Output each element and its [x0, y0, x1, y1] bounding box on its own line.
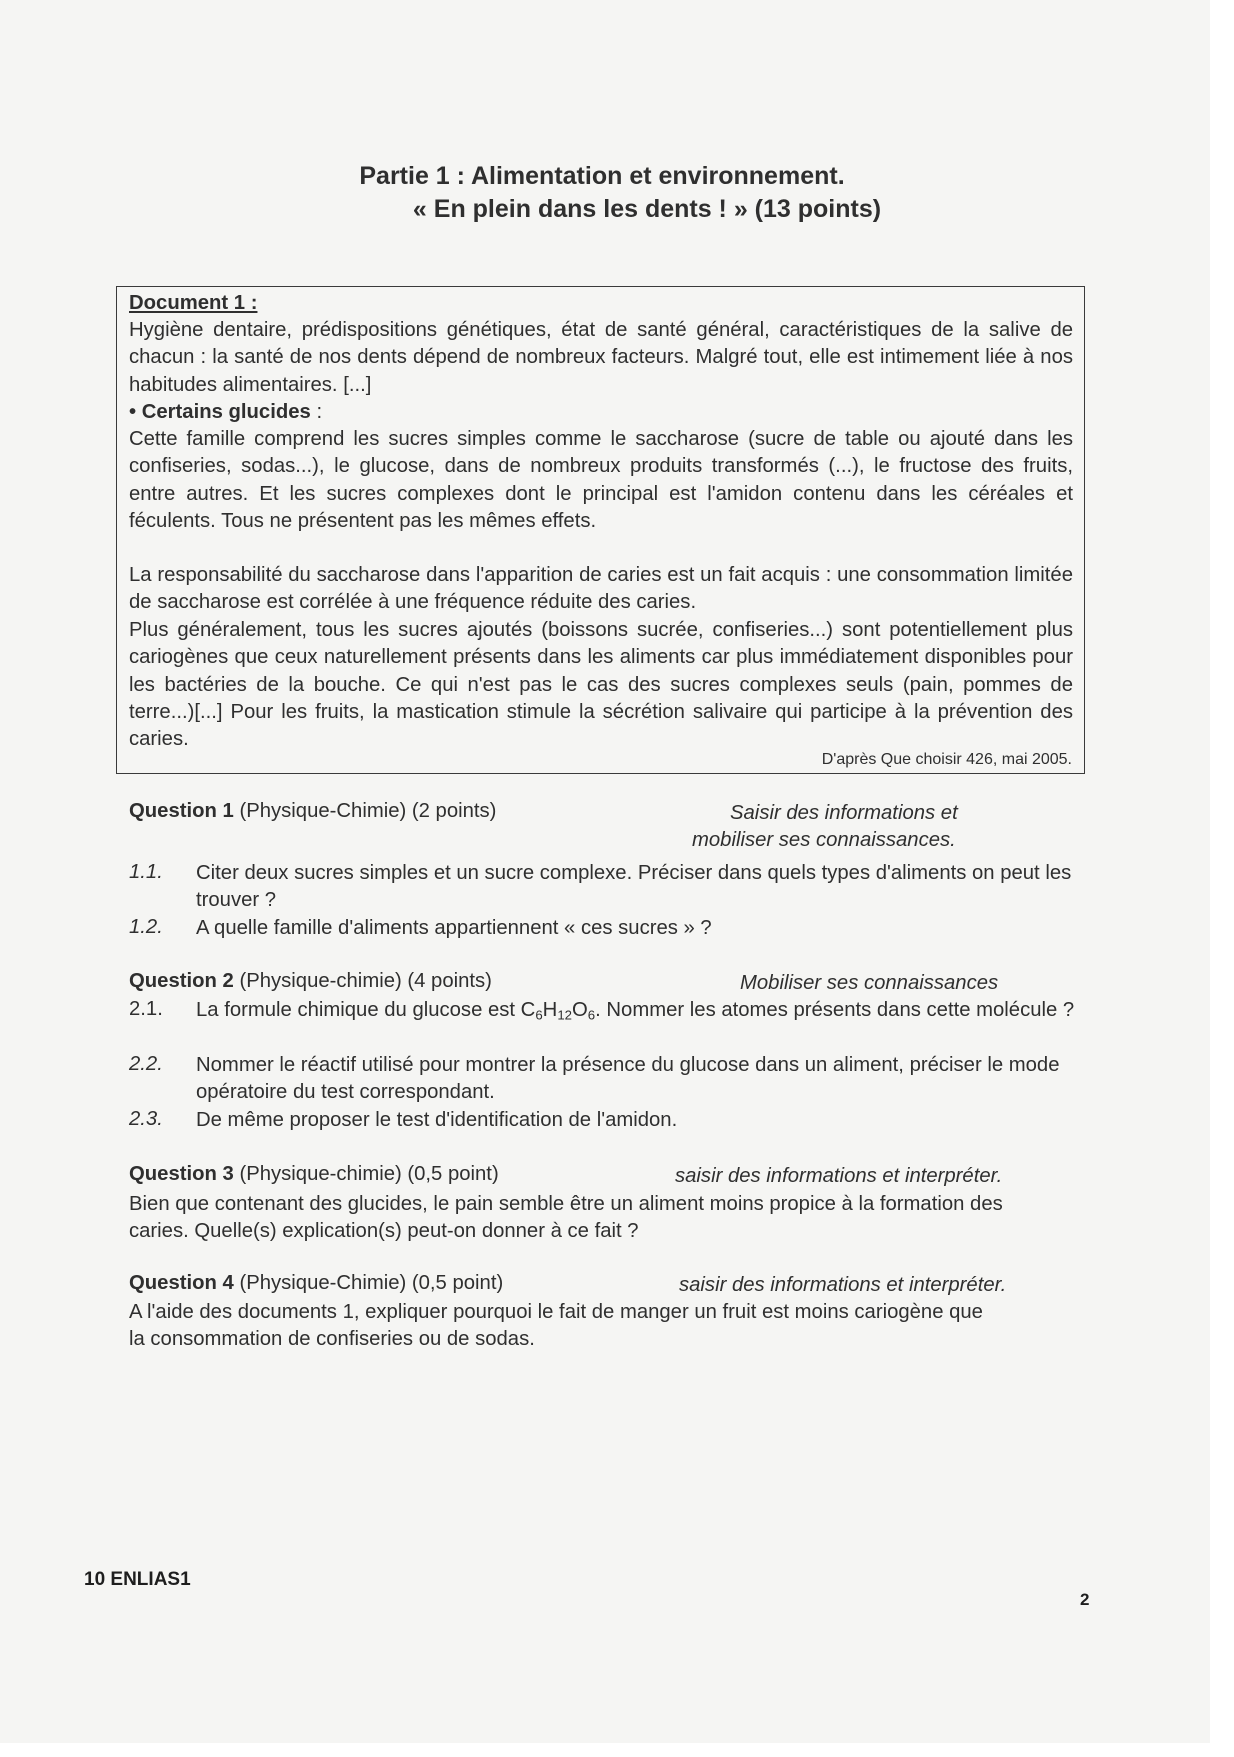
part-subtitle: « En plein dans les dents ! » (13 points): [412, 195, 882, 223]
question-1-meta: (Physique-Chimie) (2 points): [233, 800, 497, 822]
formula-text: O: [572, 999, 588, 1021]
formula-subscript: 6: [535, 1007, 543, 1023]
question-4-heading: [129, 1272, 503, 1295]
document-1-paragraph: La responsabilité du saccharose dans l'apparition de caries est un fait acquis : une consommation limitée de saccharose est corrélée à une fréquence réduite des caries.: [129, 564, 1073, 614]
question-4-skill: saisir des informations et interpréter.: [679, 1274, 1007, 1296]
bullet-label: • Certains glucides: [129, 401, 311, 423]
question-4-body: A l'aide des documents 1, expliquer pourquoi le fait de manger un fruit est moins cariogène que la consommation de confiseries ou de sodas.: [129, 1301, 983, 1350]
question-3-heading: [129, 1163, 499, 1186]
formula-subscript: 6: [587, 1007, 596, 1023]
document-1-paragraph: Plus généralement, tous les sucres ajoutés (boissons sucrée, confiseries...) sont potentiellement plus cariogènes que ceux naturellement présents dans les aliments car plus immédiatement disponibles pour les bactéries de la bouche. Ce qui n'est pas le cas des sucres complexes seuls (pain, pommes de terre...)[...] Pour les fruits, la mastication stimule la sécrétion salivaire qui participe à la prévention des caries.: [129, 619, 1073, 751]
bullet-colon: :: [310, 401, 323, 423]
question-3-body: Bien que contenant des glucides, le pain semble être un aliment moins propice à la formation des caries. Quelle(s) explication(s) peut-on donner à ce fait ?: [129, 1193, 1003, 1242]
question-1-heading: [129, 800, 496, 823]
document-1-paragraph: Hygiène dentaire, prédispositions génétiques, état de santé général, caractéristiques de la salive de chacun : la santé de nos dents dépend de nombreux facteurs. Malgré tout, elle est intimement liée à nos habitudes alimentaires. [...]: [129, 319, 1073, 396]
question-1-skill: [692, 800, 958, 854]
question-2-skill: Mobiliser ses connaissances: [740, 972, 999, 994]
question-item-number: 1.2.: [129, 916, 163, 938]
exam-code: 10 ENLIAS1: [84, 1569, 191, 1590]
formula-text: H: [542, 999, 558, 1021]
part-title: Partie 1 : Alimentation et environnement.: [359, 162, 845, 190]
question-item-number: 2.3.: [129, 1108, 163, 1130]
question-item-number: 2.2.: [129, 1053, 163, 1075]
formula-text: . Nommer les atomes présents dans cette molécule ?: [595, 999, 1075, 1021]
document-1-heading: Document 1 :: [129, 292, 258, 314]
question-3-skill: saisir des informations et interpréter.: [675, 1165, 1003, 1187]
scan-margin-bottom: [0, 1743, 1234, 1757]
question-2-label: Question 2: [129, 970, 234, 992]
formula-subscript: 12: [557, 1007, 572, 1023]
question-1-skill-line: mobiliser ses connaissances.: [692, 829, 956, 851]
question-1-label: Question 1: [129, 800, 234, 822]
question-4-meta: (Physique-Chimie) (0,5 point): [233, 1272, 504, 1294]
question-2-meta: (Physique-chimie) (4 points): [233, 970, 492, 992]
question-item-text: Nommer le réactif utilisé pour montrer la présence du glucose dans un aliment, préciser le mode opératoire du test correspondant.: [196, 1054, 1060, 1103]
question-item-number: 2.1.: [129, 998, 163, 1020]
question-3-meta: (Physique-chimie) (0,5 point): [233, 1163, 499, 1185]
scan-margin-right: [1210, 0, 1234, 1757]
document-1-paragraph: Cette famille comprend les sucres simples comme le saccharose (sucre de table ou ajouté dans les confiseries, sodas...), le glucose, dans de nombreux produits transformés (...), le fructose des fruits, entre autres. Et les sucres complexes dont le principal est l'amidon contenu dans les céréales et féculents. Tous ne présentent pas les mêmes effets.: [129, 428, 1073, 532]
question-1-skill-line: Saisir des informations et: [730, 802, 958, 824]
page-number: 2: [1080, 1590, 1090, 1609]
question-4-label: Question 4: [129, 1272, 234, 1294]
question-item-number: 1.1.: [129, 861, 163, 883]
document-1-bullet-heading: [129, 399, 1073, 426]
question-3-label: Question 3: [129, 1163, 234, 1185]
question-2-heading: [129, 970, 492, 993]
formula-text: La formule chimique du glucose est C: [196, 999, 536, 1021]
question-item-text: De même proposer le test d'identification de l'amidon.: [196, 1109, 678, 1131]
document-1-source: D'après Que choisir 426, mai 2005.: [821, 751, 1072, 768]
question-item-text: A quelle famille d'aliments appartiennent « ces sucres » ?: [196, 917, 712, 939]
question-item-text: Citer deux sucres simples et un sucre complexe. Préciser dans quels types d'aliments on peut les trouver ?: [196, 862, 1072, 911]
question-item-text: [196, 997, 1076, 1028]
